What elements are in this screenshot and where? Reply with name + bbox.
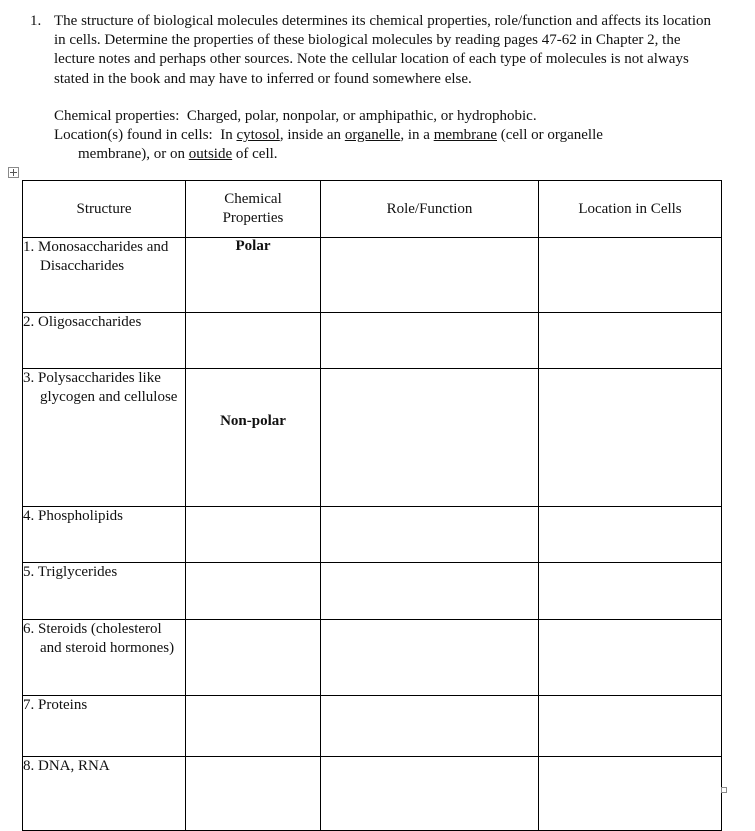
location-cell[interactable] [539,620,722,696]
role-cell[interactable] [321,507,539,563]
location-cell[interactable] [539,369,722,507]
header-chemical-line-2: Properties [222,210,284,226]
location-outside: outside [188,146,233,163]
location-cytosol: cytosol [236,127,280,144]
location-cell[interactable] [539,696,722,757]
role-cell[interactable] [321,313,539,369]
table-row [23,620,722,696]
question-1 [30,12,720,89]
header-location: Location in Cells [539,181,722,238]
chemical-cell[interactable] [186,696,321,757]
chemical-properties-label: Chemical properties: [54,108,180,124]
header-structure: Structure [23,181,186,238]
chemical-cell[interactable]: Polar [186,238,321,313]
locations-line [54,126,694,145]
locations-text: , in a [400,127,430,144]
structure-text: 8. DNA, RNA [23,758,110,774]
structure-text: 1. Monosaccharides and Disaccharides [23,239,169,274]
table-row [23,757,722,831]
locations-text: (cell or organelle [500,127,603,144]
structure-cell[interactable] [23,313,186,369]
table-row [23,369,722,507]
table-row [23,507,722,563]
locations-text: of cell. [235,146,278,163]
locations-text: membrane), or on [78,146,186,163]
role-cell[interactable] [321,238,539,313]
role-cell[interactable] [321,696,539,757]
location-cell[interactable] [539,313,722,369]
location-cell[interactable] [539,563,722,620]
chemical-properties-options: Charged, polar, nonpolar, or amphipathic, or hydrophobic. [186,108,537,124]
structure-cell[interactable] [23,369,186,507]
chemical-cell[interactable] [186,563,321,620]
header-row [23,181,722,238]
structure-cell[interactable] [23,620,186,696]
structure-cell[interactable] [23,696,186,757]
header-role-function: Role/Function [321,181,539,238]
structure-cell[interactable] [23,757,186,831]
chemical-cell[interactable] [186,313,321,369]
instructions [54,107,694,165]
role-cell[interactable] [321,620,539,696]
structure-text: 4. Phospholipids [23,508,124,524]
role-cell[interactable] [321,369,539,507]
table-row [23,696,722,757]
table-row [23,563,722,620]
structure-cell[interactable] [23,238,186,313]
chemical-cell[interactable]: Non-polar [186,369,321,507]
role-cell[interactable] [321,757,539,831]
chemical-cell[interactable] [186,507,321,563]
locations-text: , inside an [279,127,342,144]
structure-text: 2. Oligosaccharides [23,314,142,330]
location-organelle: organelle [344,127,401,144]
location-cell[interactable] [539,238,722,313]
structure-cell[interactable] [23,507,186,563]
table-row [23,313,722,369]
properties-table [22,180,722,831]
structure-text: 7. Proteins [23,697,88,713]
chemical-cell[interactable] [186,620,321,696]
locations-text: In [220,127,233,144]
table-row [23,238,722,313]
locations-label: Location(s) found in cells: [54,127,213,144]
question-number: 1. [30,13,42,29]
structure-text: 6. Steroids (cholesterol and steroid hormones) [23,621,175,656]
location-cell[interactable] [539,507,722,563]
question-text: The structure of biological molecules determines its chemical properties, role/function and affects its location in cells. Determine the properties of these biological molecules by reading pages 47-62 in Chapter 2, the lecture notes and perhaps other sources. Note the cellular location of each type of molecules is not always stated in the book and may have to inferred or found somewhere else. [54,13,712,87]
locations-line-2 [54,145,694,164]
location-membrane: membrane [433,127,497,144]
chemical-cell[interactable] [186,757,321,831]
table-resize-handle[interactable] [721,787,727,793]
structure-cell[interactable] [23,563,186,620]
header-chemical-line-1: Chemical [224,191,282,207]
table-move-handle[interactable] [8,167,19,178]
role-cell[interactable] [321,563,539,620]
header-chemical-properties [186,181,321,238]
chemical-properties-line [54,107,694,126]
location-cell[interactable] [539,757,722,831]
structure-text: 3. Polysaccharides like glycogen and cellulose [23,370,178,405]
structure-text: 5. Triglycerides [23,564,118,580]
